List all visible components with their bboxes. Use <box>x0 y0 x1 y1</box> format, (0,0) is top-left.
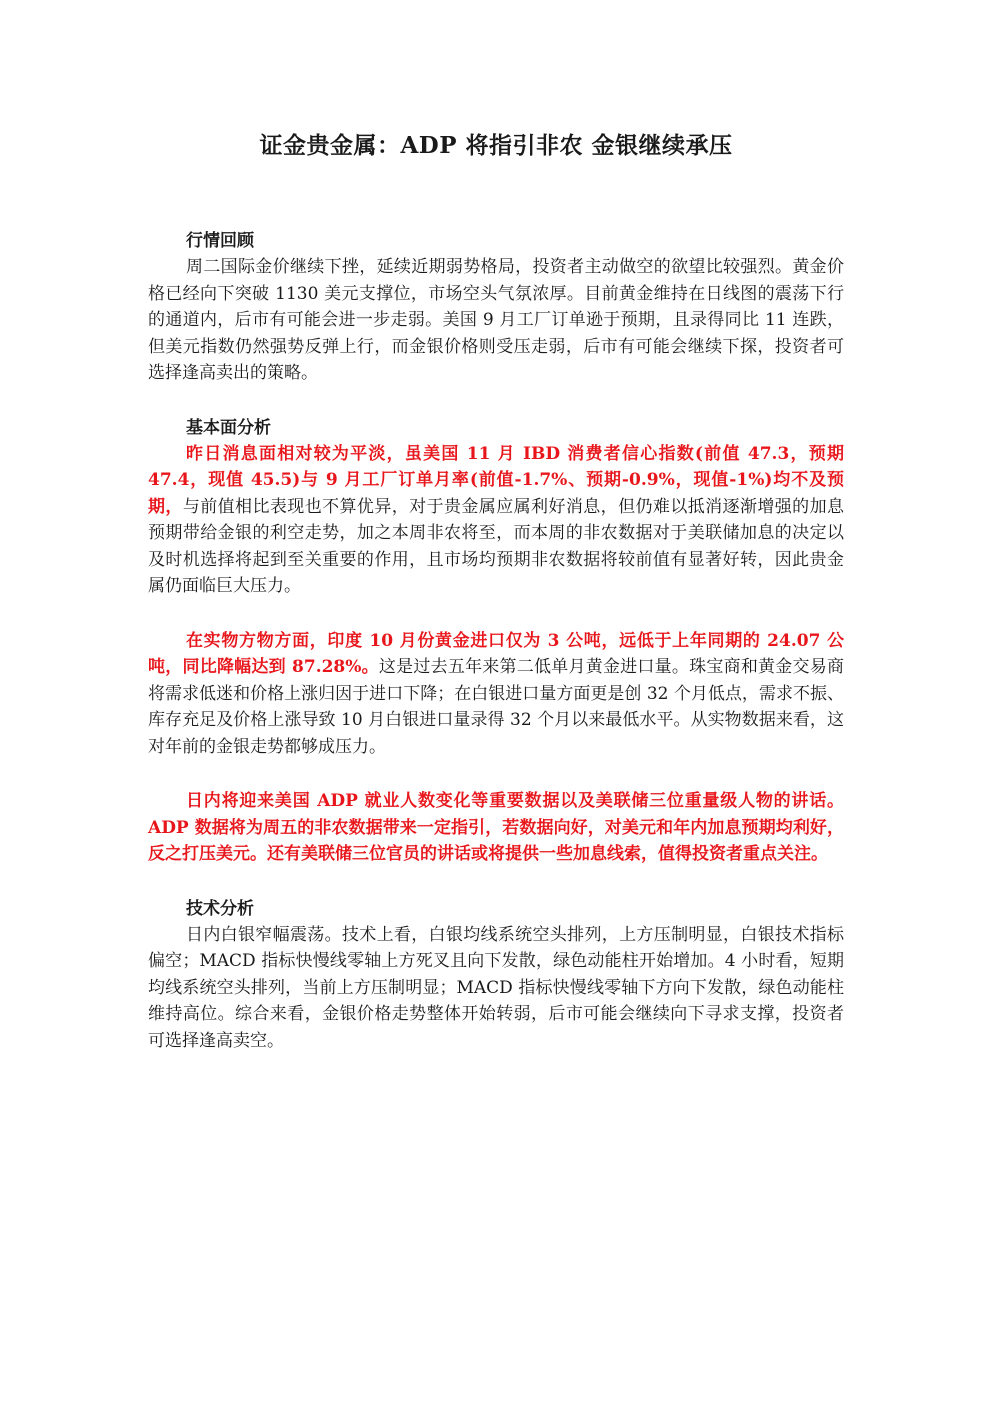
physical-highlight: 在实物方物方面，印度 10 月份黄金进口仅为 3 公吨，远低于上年同期的 24.07 公吨，同比降幅达到 87.28%。 <box>148 630 844 677</box>
fundamental-heading: 基本面分析 <box>186 417 271 438</box>
technical-section <box>148 896 844 1055</box>
market-review-heading: 行情回顾 <box>186 231 254 251</box>
physical-body: 这是过去五年来第二低单月黄金进口量。珠宝商和黄金交易商将需求低迷和价格上涨归因于进口下降；在白银进口量方面更是创 32 个月低点，需求不振、库存充足及价格上涨导致 10 月白银进口量录得 32 个月以来最低水平。从实物数据来看，这对年前的金银走势都够成压力。 <box>148 657 844 757</box>
fundamental-section <box>148 415 844 600</box>
market-review-section <box>148 228 844 387</box>
fundamental-body: 与前值相比表现也不算优异，对于贵金属应属利好消息，但仍难以抵消逐渐增强的加息预期带给金银的利空走势，加之本周非农将至，而本周的非农数据对于美联储加息的决定以及时机选择将起到至关重要的作用，且市场均预期非农数据将较前值有显著好转，因此贵金属仍面临巨大压力。 <box>148 496 845 596</box>
physical-paragraph <box>148 628 844 761</box>
document-title: 证金贵金属：ADP 将指引非农 金银继续承压 <box>259 132 733 159</box>
fundamental-paragraph <box>148 441 844 600</box>
fundamental-highlight: 昨日消息面相对较为平淡，虽美国 11 月 IBD 消费者信心指数(前值 47.3，预期 47.4，现值 45.5)与 9 月工厂订单月率(前值-1.7%、预期-0.9%，现值-1%)均不及预期， <box>148 443 844 517</box>
intraday-paragraph: 日内将迎来美国 ADP 就业人数变化等重要数据以及美联储三位重量级人物的讲话。ADP 数据将为周五的非农数据带来一定指引，若数据向好，对美元和年内加息预期均利好，反之打压美元。还有美联储三位官员的讲话或将提供一些加息线索，值得投资者重点关注。 <box>148 791 844 864</box>
market-review-paragraph: 周二国际金价继续下挫，延续近期弱势格局，投资者主动做空的欲望比较强烈。黄金价格已经向下突破 1130 美元支撑位，市场空头气氛浓厚。目前黄金维持在日线图的震荡下行的通道内，后市有可能会进一步走弱。美国 9 月工厂订单逊于预期，且录得同比 11 连跌，但美元指数仍然强势反弹上行，而金银价格则受压走弱，后市有可能会继续下探，投资者可选择逢高卖出的策略。 <box>148 257 844 383</box>
technical-heading: 技术分析 <box>186 898 254 919</box>
document-page <box>148 128 844 1082</box>
technical-paragraph: 日内白银窄幅震荡。技术上看，白银均线系统空头排列，上方压制明显，白银技术指标偏空；MACD 指标快慢线零轴上方死叉且向下发散，绿色动能柱开始增加。4 小时看，短期均线系统空头排列，当前上方压制明显；MACD 指标快慢线零轴下方向下发散，绿色动能柱维持高位。综合来看，金银价格走势整体开始转弱，后市可能会继续向下寻求支撑，投资者可选择逢高卖空。 <box>148 924 844 1051</box>
